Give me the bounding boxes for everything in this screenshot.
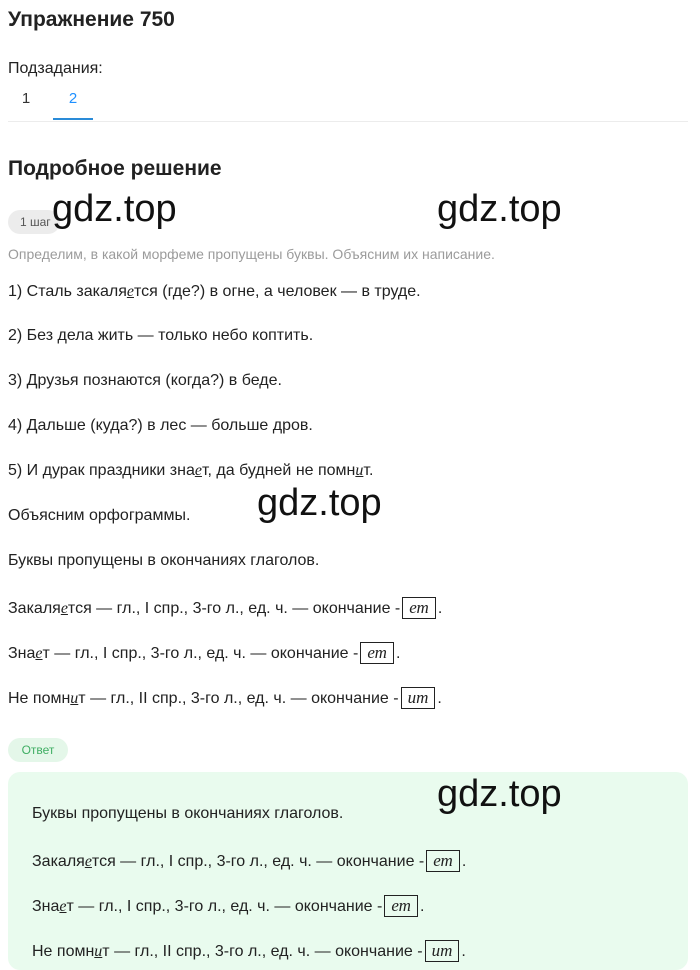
missing-letter: е — [60, 600, 68, 617]
sentence-3: 3) Друзья познаются (когда?) в беде. — [8, 372, 282, 389]
sentence-5: 5) И дурак праздники знает, да будней не помнит. — [8, 462, 374, 479]
active-tab-indicator — [53, 118, 93, 120]
answer-badge: Ответ — [8, 738, 68, 762]
ending-box: ет — [384, 895, 418, 917]
solution-hint: Определим, в какой морфеме пропущены буквы. Объясним их написание. — [8, 246, 495, 262]
ending-box: ит — [425, 940, 460, 962]
missing-letter: и — [355, 462, 364, 479]
missing-letter: е — [35, 645, 43, 662]
ending-box: ит — [401, 687, 436, 709]
sentence-1: 1) Сталь закаляется (где?) в огне, а человек — в труде. — [8, 283, 421, 300]
page-title: Упражнение 750 — [8, 8, 175, 31]
missing-letter: и — [70, 690, 79, 707]
ending-box: ет — [360, 642, 394, 664]
rule-line-1: Закаляется — гл., I спр., 3-го л., ед. ч. — окончание - ет . — [8, 598, 443, 617]
explain-intro: Буквы пропущены в окончаниях глаголов. — [8, 552, 320, 569]
sentence-2: 2) Без дела жить — только небо коптить. — [8, 327, 314, 344]
watermark: gdz.top — [437, 773, 562, 815]
answer-intro: Буквы пропущены в окончаниях глаголов. — [32, 805, 344, 822]
missing-letter: е — [126, 283, 134, 300]
missing-letter: е — [59, 898, 67, 915]
tab-subtask-1[interactable]: 1 — [21, 90, 31, 107]
explain-heading: Объясним орфограммы. — [8, 507, 191, 524]
subtasks-label: Подзадания: — [8, 60, 103, 77]
watermark: gdz.top — [257, 482, 382, 524]
missing-letter: е — [84, 853, 92, 870]
missing-letter: е — [194, 462, 202, 479]
ending-box: ет — [402, 597, 436, 619]
watermark: gdz.top — [437, 188, 562, 230]
watermark: gdz.top — [52, 188, 177, 230]
step-badge: 1 шаг — [8, 210, 60, 234]
tab-subtask-2[interactable]: 2 — [68, 90, 78, 107]
solution-heading: Подробное решение — [8, 157, 222, 180]
answer-rule-3: Не помнит — гл., II спр., 3-го л., ед. ч. — окончание - ит . — [32, 941, 466, 960]
answer-rule-2: Знает — гл., I спр., 3-го л., ед. ч. — окончание - ет . — [32, 896, 425, 915]
ending-box: ет — [426, 850, 460, 872]
missing-letter: и — [94, 943, 103, 960]
rule-line-2: Знает — гл., I спр., 3-го л., ед. ч. — окончание - ет . — [8, 643, 401, 662]
sentence-4: 4) Дальше (куда?) в лес — больше дров. — [8, 417, 313, 434]
divider — [8, 121, 688, 122]
rule-line-3: Не помнит — гл., II спр., 3-го л., ед. ч. — окончание - ит . — [8, 688, 442, 707]
answer-rule-1: Закаляется — гл., I спр., 3-го л., ед. ч. — окончание - ет . — [32, 851, 467, 870]
